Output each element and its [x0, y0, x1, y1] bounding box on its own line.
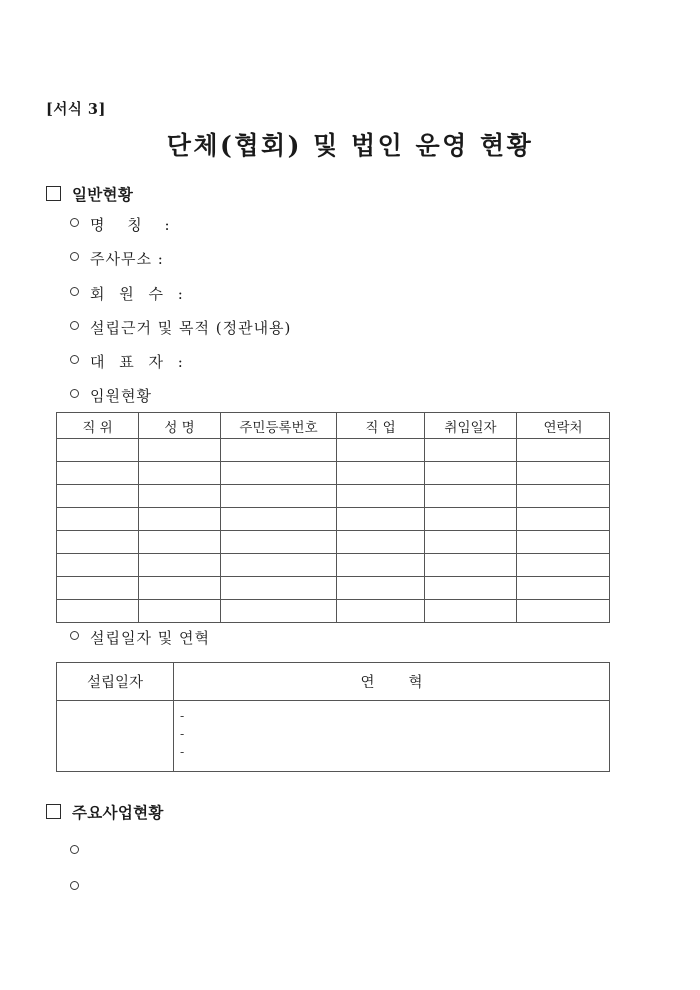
- cell-resident-id[interactable]: [221, 577, 337, 600]
- cell-name[interactable]: [139, 462, 221, 485]
- history-entry: -: [180, 708, 185, 723]
- cell-history-entries[interactable]: [174, 701, 610, 772]
- cell-occupation[interactable]: [337, 508, 425, 531]
- column-header-history-char-a: 연: [360, 675, 409, 691]
- cell-occupation[interactable]: [337, 531, 425, 554]
- column-header-contact: 연락처: [517, 413, 610, 439]
- list-item-founding-basis: [70, 317, 291, 338]
- checkbox-square-icon: [46, 186, 61, 201]
- cell-contact[interactable]: [517, 554, 610, 577]
- section-heading-business-label: 주요사업현황: [72, 803, 164, 822]
- cell-appointment-date[interactable]: [425, 600, 517, 623]
- table-row: [57, 600, 610, 623]
- column-header-name: 성 명: [139, 413, 221, 439]
- table-header-row: [57, 413, 610, 439]
- list-item-office-label: 주사무소 :: [90, 250, 164, 268]
- cell-position[interactable]: [57, 439, 139, 462]
- cell-occupation[interactable]: [337, 577, 425, 600]
- cell-occupation[interactable]: [337, 439, 425, 462]
- cell-resident-id[interactable]: [221, 531, 337, 554]
- circle-bullet-icon: [70, 252, 79, 261]
- cell-appointment-date[interactable]: [425, 554, 517, 577]
- cell-name[interactable]: [139, 531, 221, 554]
- form-number-tag: [서식 3]: [46, 101, 106, 118]
- table-row: [57, 577, 610, 600]
- cell-resident-id[interactable]: [221, 554, 337, 577]
- table-header-row: [57, 663, 610, 701]
- cell-appointment-date[interactable]: [425, 439, 517, 462]
- list-item-representative-label: 대 표 자 :: [90, 353, 188, 371]
- cell-position[interactable]: [57, 577, 139, 600]
- cell-contact[interactable]: [517, 577, 610, 600]
- list-item-officers-label: 임원현황: [90, 387, 152, 405]
- cell-resident-id[interactable]: [221, 600, 337, 623]
- cell-appointment-date[interactable]: [425, 508, 517, 531]
- cell-appointment-date[interactable]: [425, 485, 517, 508]
- list-item-representative: [70, 351, 188, 372]
- cell-founding-date[interactable]: [57, 701, 174, 772]
- circle-bullet-icon: [70, 218, 79, 227]
- history-entry: -: [180, 744, 185, 759]
- list-item-founding-basis-label: 설립근거 및 목적 (정관내용): [90, 319, 292, 337]
- cell-contact[interactable]: [517, 462, 610, 485]
- cell-position[interactable]: [57, 600, 139, 623]
- table-row: [57, 462, 610, 485]
- column-header-history-char-b: 혁: [408, 675, 423, 691]
- officers-table: [56, 412, 610, 623]
- cell-name[interactable]: [139, 439, 221, 462]
- list-item-name-label: 명 칭 :: [90, 216, 179, 234]
- list-item-member-count: [70, 283, 188, 304]
- cell-name[interactable]: [139, 554, 221, 577]
- cell-position[interactable]: [57, 508, 139, 531]
- cell-appointment-date[interactable]: [425, 531, 517, 554]
- table-row: [57, 439, 610, 462]
- circle-bullet-icon: [70, 355, 79, 364]
- circle-bullet-icon: [70, 389, 79, 398]
- cell-position[interactable]: [57, 554, 139, 577]
- cell-resident-id[interactable]: [221, 508, 337, 531]
- list-item-member-count-label: 회 원 수 :: [90, 285, 188, 303]
- circle-bullet-icon: [70, 321, 79, 330]
- table-row: [57, 554, 610, 577]
- circle-bullet-icon: [70, 631, 79, 640]
- column-header-resident-id: 주민등록번호: [221, 413, 337, 439]
- cell-occupation[interactable]: [337, 600, 425, 623]
- column-header-appointment-date: 취임일자: [425, 413, 517, 439]
- cell-resident-id[interactable]: [221, 462, 337, 485]
- list-item-business-2: [70, 879, 90, 897]
- column-header-position: 직 위: [57, 413, 139, 439]
- circle-bullet-icon: [70, 881, 79, 890]
- section-heading-general: [46, 183, 133, 205]
- cell-name[interactable]: [139, 485, 221, 508]
- list-item-founding-history: [70, 627, 210, 648]
- history-table: [56, 662, 610, 772]
- list-item-business-1: [70, 843, 90, 861]
- list-item-office: [70, 248, 164, 269]
- cell-contact[interactable]: [517, 439, 610, 462]
- checkbox-square-icon: [46, 804, 61, 819]
- cell-occupation[interactable]: [337, 554, 425, 577]
- cell-contact[interactable]: [517, 600, 610, 623]
- cell-position[interactable]: [57, 531, 139, 554]
- cell-appointment-date[interactable]: [425, 577, 517, 600]
- cell-position[interactable]: [57, 462, 139, 485]
- cell-occupation[interactable]: [337, 485, 425, 508]
- list-item-officers: [70, 385, 152, 406]
- history-entry: -: [180, 726, 185, 741]
- cell-occupation[interactable]: [337, 462, 425, 485]
- cell-name[interactable]: [139, 508, 221, 531]
- cell-position[interactable]: [57, 485, 139, 508]
- cell-name[interactable]: [139, 600, 221, 623]
- cell-name[interactable]: [139, 577, 221, 600]
- section-heading-general-label: 일반현황: [72, 185, 134, 204]
- list-item-founding-history-label: 설립일자 및 연혁: [90, 629, 210, 647]
- table-row: [57, 485, 610, 508]
- table-row: [57, 508, 610, 531]
- column-header-history: [174, 663, 610, 701]
- circle-bullet-icon: [70, 287, 79, 296]
- circle-bullet-icon: [70, 845, 79, 854]
- cell-contact[interactable]: [517, 485, 610, 508]
- page-title: 단체(협회) 및 법인 운영 현황: [166, 131, 534, 160]
- cell-resident-id[interactable]: [221, 439, 337, 462]
- column-header-founding-date: 설립일자: [57, 663, 174, 701]
- cell-appointment-date[interactable]: [425, 462, 517, 485]
- cell-contact[interactable]: [517, 508, 610, 531]
- cell-resident-id[interactable]: [221, 485, 337, 508]
- column-header-occupation: 직 업: [337, 413, 425, 439]
- section-heading-business: [46, 801, 164, 823]
- list-item-name: [70, 214, 179, 235]
- table-row: [57, 701, 610, 772]
- cell-contact[interactable]: [517, 531, 610, 554]
- table-row: [57, 531, 610, 554]
